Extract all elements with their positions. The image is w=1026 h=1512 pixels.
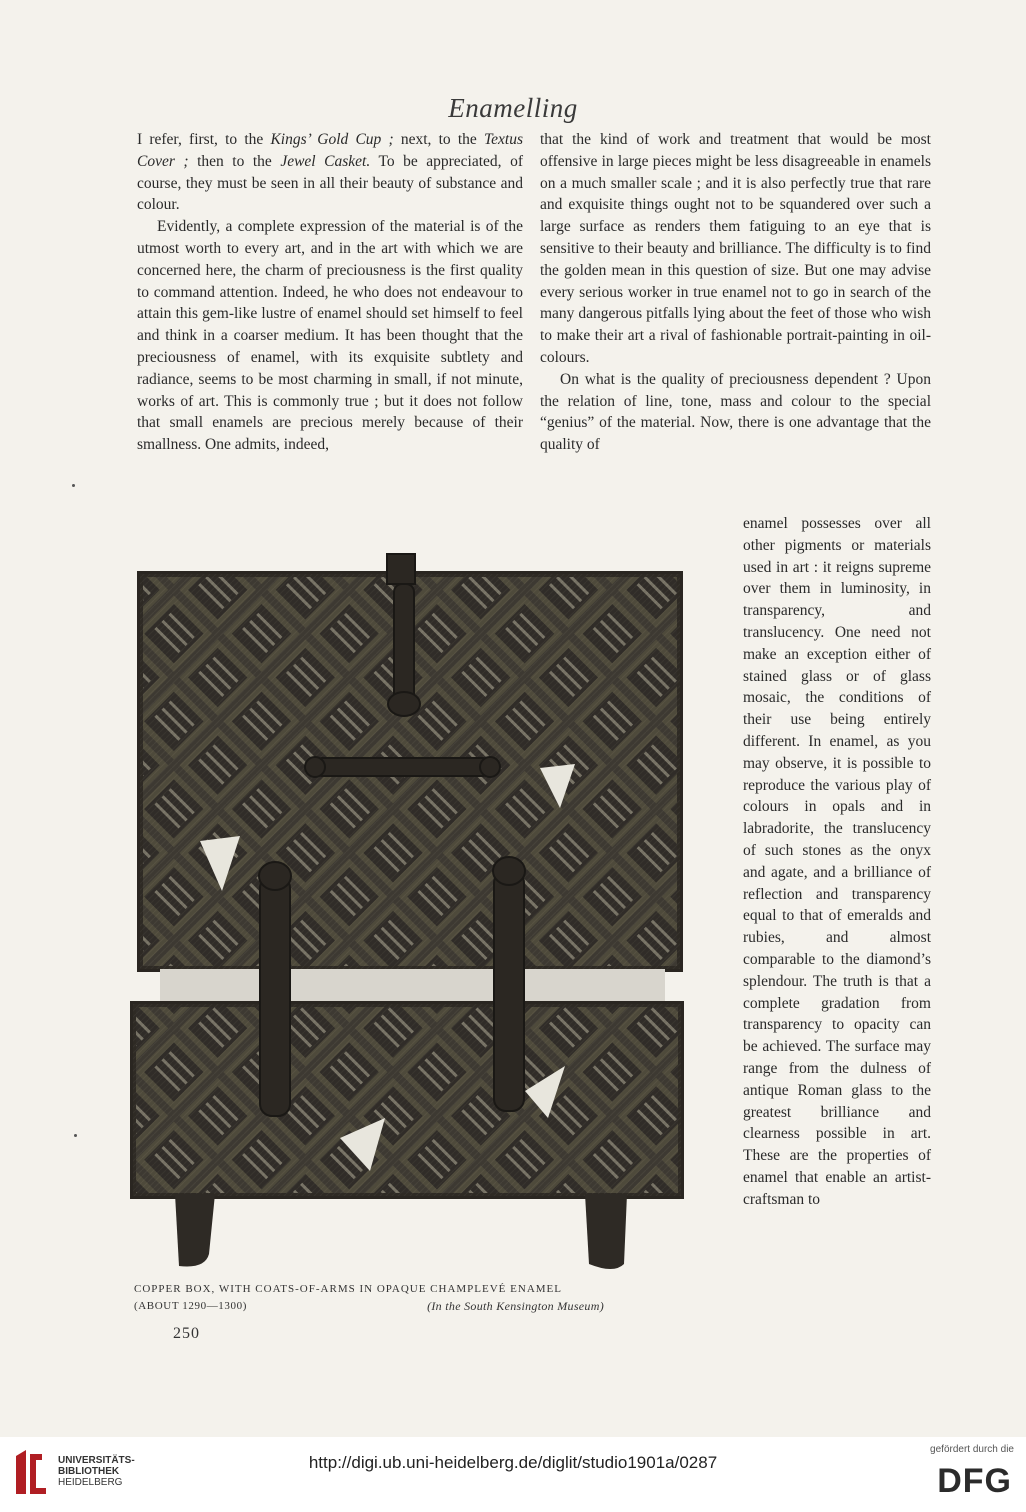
text-run: On what is the quality of preciousness dependent ? Upon the relation of line, tone, mass and colour to the special “genius” of the material. Now, there is one advantage that the quality of <box>540 370 931 454</box>
figure-caption <box>134 1281 604 1315</box>
caption-date: (ABOUT 1290—1300) <box>134 1300 247 1312</box>
paragraph <box>137 129 523 216</box>
narrow-paragraph: enamel possesses over all other pigments or materials used in art : it reigns supreme over them in luminosity, in transparency, and translucency. One need not make an exception either of stained glass or of glass mosaic, the conditions of their use being entirely different. In enamel, as you may observe, it is possible to reproduce the various play of colours in opals and in labradorite, the translucency of such stones as the onyx and agate, and a brilliance of reflection and transparency equal to that of emeralds and rubies, and almost comparable to the diamond’s splendour. The truth is that a complete gradation from transparency to opacity can be achieved. The surface may range from the dulness of antique Roman glass to the greatest brilliance and clearness possible in art. These are the properties of enamel that enable an artist-craftsman to <box>743 515 931 1208</box>
right-narrow-text-column <box>743 513 931 1211</box>
digitization-footer <box>0 1437 1026 1512</box>
copper-box-illustration <box>130 546 686 1271</box>
library-line: BIBLIOTHEK <box>58 1466 120 1477</box>
text-run: I refer, first, to the <box>137 131 271 148</box>
library-line: UNIVERSITÄTS- <box>58 1455 135 1466</box>
italic-title: Kings’ Gold Cup ; <box>270 131 394 148</box>
text-run: Evidently, a complete expression of the material is of the utmost worth to every art, and in the art with which we are concerned here, the charm of preciousness is the first quality to command attention. Indeed, he who does not endeavour to attain this gem-like lustre of enamel should set himself to feel and think in a coarser medium. It has been thought that the preciousness of enamel, with its exquisite subtlety and radiance, seems to be most charming in small, if not minute, works of art. This is commonly true ; but it does not follow that small enamels are precious merely because of their smallness. One admits, indeed, <box>137 218 523 454</box>
text-run: that the kind of work and treatment that would be most offensive in large pieces might be less disagreeable in enamels on a much smaller scale ; and it is also perfectly true that rare and exquisite things ought not to be squandered over such a large surface as renders them fatiguing to an eye that is sensitive to their beauty and brilliance. The difficulty is to find the golden mean in this question of size. But one may advise every serious worker in true enamel not to go in search of the many dangerous pitfalls lying about the feet of those who wish to make their art a rival of fashionable portrait-painting in oil-colours. <box>540 131 931 366</box>
italic-title: Textus Cover ; <box>137 131 523 170</box>
page-number: 250 <box>173 1325 200 1342</box>
margin-dot <box>72 484 75 487</box>
right-text-column <box>540 129 931 456</box>
funding-label: gefördert durch die <box>930 1444 1014 1455</box>
italic-title: Jewel Casket. <box>280 152 371 170</box>
library-line: HEIDELBERG <box>58 1477 123 1488</box>
margin-dot <box>74 1134 77 1137</box>
text-run: next, to the <box>393 131 484 148</box>
caption-location: (In the South Kensington Museum) <box>427 1299 604 1313</box>
paragraph <box>540 369 931 456</box>
paragraph <box>540 129 931 369</box>
page-header: Enamelling <box>448 93 578 123</box>
left-text-column <box>137 129 523 456</box>
paragraph <box>137 216 523 456</box>
permalink-url[interactable]: http://digi.ub.uni-heidelberg.de/diglit/studio1901a/0287 <box>308 1453 718 1472</box>
text-run: then to the <box>188 152 281 170</box>
caption-title: COPPER BOX, WITH COATS-OF-ARMS IN OPAQUE CHAMPLEVÉ ENAMEL <box>134 1283 562 1295</box>
dfg-logo: DFG <box>937 1462 1012 1500</box>
text-run: To be appreciated, of course, they must be seen in all their beauty of substance and colour. <box>137 152 523 214</box>
